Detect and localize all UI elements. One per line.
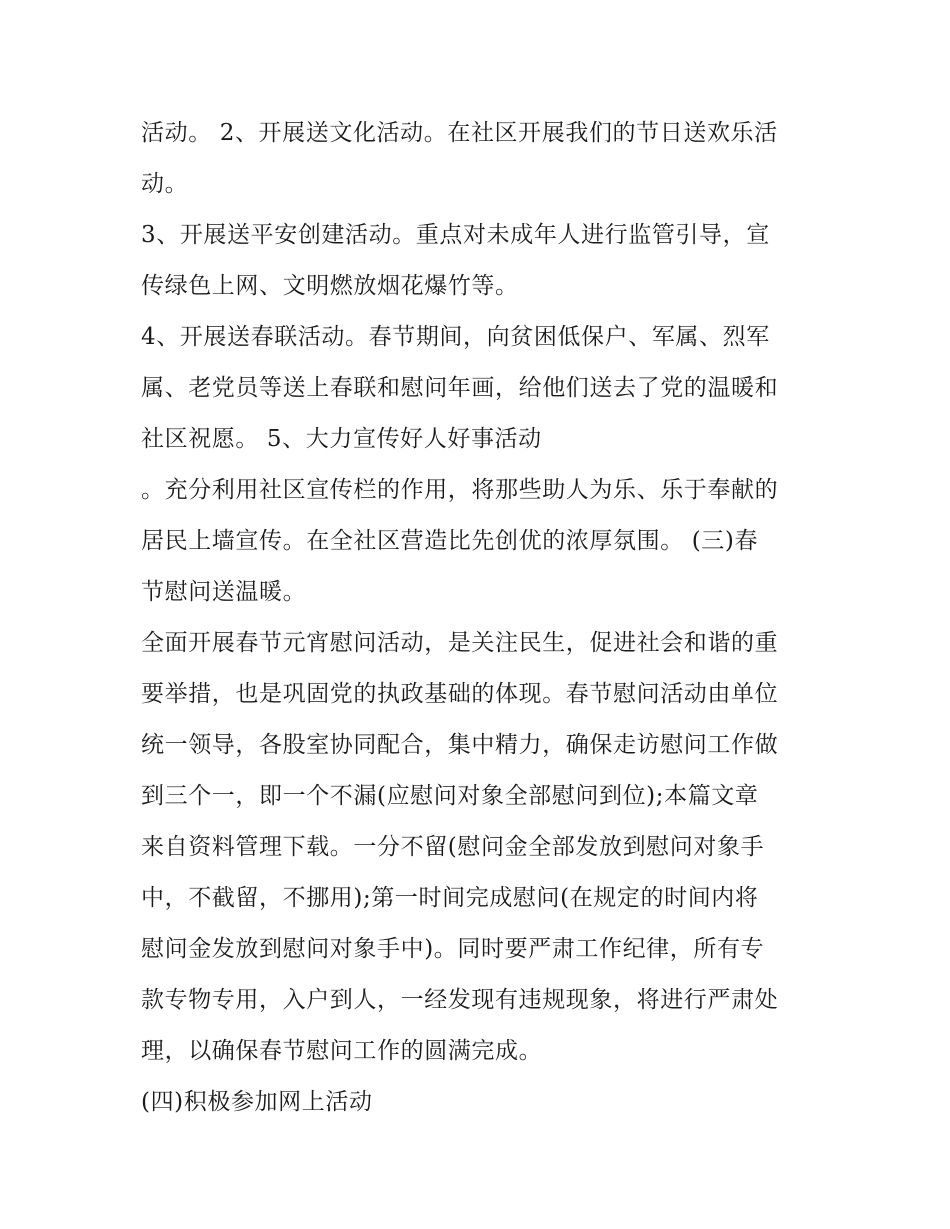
text-line: 统一领导，各股室协同配合，集中精力，确保走访慰问工作做 (141, 732, 779, 758)
text-line: 要举措，也是巩固党的执政基础的体现。春节慰问活动由单位 (141, 681, 779, 707)
text-line: 中，不截留，不挪用);第一时间完成慰问(在规定的时间内将 (141, 885, 759, 911)
text-line: 社区祝愿。 5、大力宣传好人好事活动 (141, 426, 542, 452)
text-line: 全面开展春节元宵慰问活动，是关注民生，促进社会和谐的重 (141, 630, 779, 656)
text-line: 活动。 2、开展送文化活动。在社区开展我们的节日送欢乐活 (141, 120, 778, 146)
text-line: 款专物专用，入户到人，一经发现有违规现象，将进行严肃处 (141, 987, 779, 1013)
text-line: 居民上墙宣传。在全社区营造比先创优的浓厚氛围。 (三)春 (141, 528, 759, 554)
text-line: 动。 (141, 171, 189, 197)
document-body (141, 108, 831, 1128)
text-line: 慰问金发放到慰问对象手中)。同时要严肃工作纪律，所有专 (141, 936, 765, 962)
text-line: 3、开展送平安创建活动。重点对未成年人进行监管引导，宣 (141, 222, 770, 248)
text-line: 理，以确保春节慰问工作的圆满完成。 (141, 1038, 543, 1064)
text-line: 属、老党员等送上春联和慰问年画，给他们送去了党的温暖和 (141, 375, 779, 401)
section-heading: (四)积极参加网上活动 (141, 1089, 373, 1115)
text-line: 传绿色上网、文明燃放烟花爆竹等。 (141, 273, 519, 299)
text-line: 到三个一，即一个不漏(应慰问对象全部慰问到位);本篇文章 (141, 783, 759, 809)
text-line: 。充分利用社区宣传栏的作用，将那些助人为乐、乐于奉献的 (141, 477, 779, 503)
text-line: 4、开展送春联活动。春节期间，向贫困低保户、军属、烈军 (141, 324, 770, 350)
text-line: 节慰问送温暖。 (141, 579, 307, 605)
text-line: 来自资料管理下载。一分不留(慰问金全部发放到慰问对象手 (141, 834, 765, 860)
